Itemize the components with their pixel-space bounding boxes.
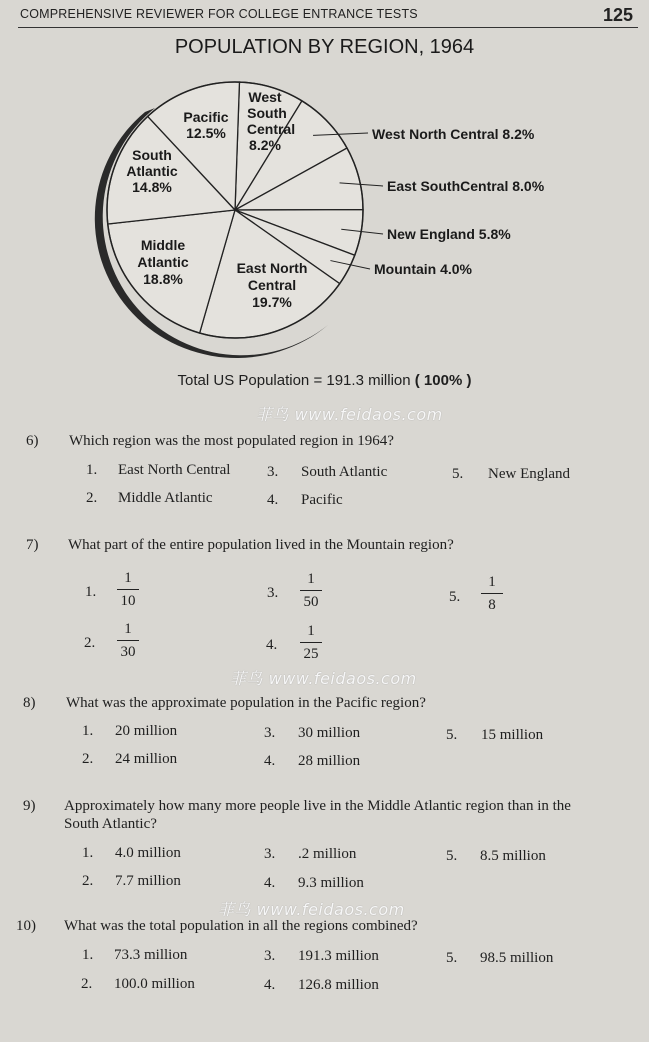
chart-title: POPULATION BY REGION, 1964 bbox=[174, 36, 475, 58]
option-fraction[interactable] bbox=[300, 623, 322, 663]
total-label: Total US Population = 191.3 million bbox=[177, 372, 411, 389]
fraction-numerator: 1 bbox=[488, 574, 496, 590]
option-fraction[interactable] bbox=[117, 570, 139, 610]
option-number: 1. bbox=[82, 947, 94, 963]
option-text[interactable]: 15 million bbox=[481, 727, 544, 743]
option-number: 5. bbox=[452, 466, 464, 482]
pie-slices bbox=[107, 82, 363, 338]
option-number: 5. bbox=[446, 950, 458, 966]
watermark: 菲鸟 www.feidaos.com bbox=[256, 405, 443, 424]
option-text[interactable]: 191.3 million bbox=[298, 948, 379, 964]
option-text[interactable]: 28 million bbox=[298, 753, 361, 769]
label-enc-line1: East North bbox=[236, 260, 308, 276]
option-text[interactable]: Middle Atlantic bbox=[118, 490, 213, 506]
option-fraction[interactable] bbox=[481, 574, 503, 614]
label-ne: New England 5.8% bbox=[387, 226, 511, 242]
label-ma-value: 18.8% bbox=[143, 271, 183, 287]
label-mtn: Mountain 4.0% bbox=[374, 261, 473, 277]
page-number: 125 bbox=[603, 5, 634, 25]
option-text[interactable]: 73.3 million bbox=[114, 947, 188, 963]
option-number: 2. bbox=[86, 490, 98, 506]
option-text[interactable]: 30 million bbox=[298, 725, 361, 741]
option-number: 5. bbox=[446, 727, 458, 743]
option-number: 2. bbox=[82, 873, 94, 889]
question-number: 9) bbox=[23, 798, 36, 814]
question-number: 10) bbox=[16, 918, 36, 934]
option-number: 5. bbox=[449, 589, 461, 605]
fraction-denominator: 25 bbox=[303, 646, 319, 662]
label-sa-value: 14.8% bbox=[132, 179, 172, 195]
label-pacific-name: Pacific bbox=[183, 109, 229, 125]
question-text: What was the total population in all the regions combined? bbox=[64, 918, 418, 934]
fraction-denominator: 30 bbox=[120, 644, 136, 660]
label-wsc-line2: South bbox=[247, 105, 287, 121]
total-population-line bbox=[0, 372, 649, 389]
fraction-denominator: 10 bbox=[120, 593, 136, 609]
label-wsc-line3: Central bbox=[246, 121, 296, 137]
question-text: What was the approximate population in the Pacific region? bbox=[66, 695, 426, 711]
option-number: 4. bbox=[267, 492, 279, 508]
option-text[interactable]: 4.0 million bbox=[115, 845, 181, 861]
label-wsc-line1: West bbox=[248, 89, 282, 105]
option-number: 1. bbox=[82, 845, 94, 861]
option-number: 1. bbox=[85, 584, 97, 600]
pie-chart bbox=[0, 0, 649, 400]
option-number: 1. bbox=[86, 462, 98, 478]
watermark: 菲鸟 www.feidaos.com bbox=[218, 900, 405, 919]
option-number: 4. bbox=[266, 637, 278, 653]
running-header: COMPREHENSIVE REVIEWER FOR COLLEGE ENTRANCE TESTS bbox=[20, 7, 418, 21]
option-text[interactable]: 98.5 million bbox=[480, 950, 554, 966]
option-number: 3. bbox=[264, 948, 276, 964]
fraction-numerator: 1 bbox=[124, 570, 132, 586]
option-fraction[interactable] bbox=[300, 571, 322, 611]
option-number: 3. bbox=[264, 846, 276, 862]
question-text: Which region was the most populated region in 1964? bbox=[69, 433, 394, 449]
question-text: Approximately how many more people live in the Middle Atlantic region than in the bbox=[64, 798, 571, 814]
fraction-numerator: 1 bbox=[124, 621, 132, 637]
option-text[interactable]: 20 million bbox=[115, 723, 178, 739]
option-number: 3. bbox=[264, 725, 276, 741]
fraction-numerator: 1 bbox=[307, 571, 315, 587]
label-sa-line1: South bbox=[132, 147, 172, 163]
label-wnc: West North Central 8.2% bbox=[372, 126, 535, 142]
option-fraction[interactable] bbox=[117, 621, 139, 661]
option-number: 3. bbox=[267, 585, 279, 601]
question-number: 6) bbox=[26, 433, 39, 449]
label-ma-line1: Middle bbox=[140, 237, 186, 253]
option-text[interactable]: 100.0 million bbox=[114, 976, 195, 992]
option-number: 1. bbox=[82, 723, 94, 739]
fraction-numerator: 1 bbox=[307, 623, 315, 639]
option-text[interactable]: 7.7 million bbox=[115, 873, 181, 889]
option-text[interactable]: Pacific bbox=[301, 492, 343, 508]
option-number: 4. bbox=[264, 977, 276, 993]
option-text[interactable]: .2 million bbox=[298, 846, 357, 862]
option-number: 2. bbox=[81, 976, 93, 992]
option-number: 3. bbox=[267, 464, 279, 480]
question-number: 8) bbox=[23, 695, 36, 711]
option-number: 2. bbox=[84, 635, 96, 651]
option-text[interactable]: 9.3 million bbox=[298, 875, 364, 891]
option-text[interactable]: New England bbox=[488, 466, 571, 482]
option-text[interactable]: 24 million bbox=[115, 751, 178, 767]
label-esc: East SouthCentral 8.0% bbox=[387, 178, 545, 194]
fraction-denominator: 50 bbox=[303, 594, 319, 610]
option-text[interactable]: 126.8 million bbox=[298, 977, 379, 993]
option-number: 2. bbox=[82, 751, 94, 767]
option-number: 4. bbox=[264, 875, 276, 891]
question-text-continued: South Atlantic? bbox=[64, 816, 157, 832]
question-text: What part of the entire population lived in the Mountain region? bbox=[68, 537, 454, 553]
question-number: 7) bbox=[26, 537, 39, 553]
label-sa-line2: Atlantic bbox=[126, 163, 178, 179]
option-number: 5. bbox=[446, 848, 458, 864]
option-text[interactable]: South Atlantic bbox=[301, 464, 388, 480]
option-text[interactable]: 8.5 million bbox=[480, 848, 546, 864]
option-number: 4. bbox=[264, 753, 276, 769]
total-percent: ( 100% ) bbox=[414, 372, 472, 389]
label-enc-value: 19.7% bbox=[252, 294, 292, 310]
fraction-denominator: 8 bbox=[488, 597, 496, 613]
label-wsc-value: 8.2% bbox=[249, 137, 281, 153]
label-ma-line2: Atlantic bbox=[137, 254, 189, 270]
label-enc-line2: Central bbox=[247, 277, 297, 293]
label-pacific-value: 12.5% bbox=[186, 125, 226, 141]
watermark: 菲鸟 www.feidaos.com bbox=[230, 669, 417, 688]
option-text[interactable]: East North Central bbox=[118, 462, 231, 478]
